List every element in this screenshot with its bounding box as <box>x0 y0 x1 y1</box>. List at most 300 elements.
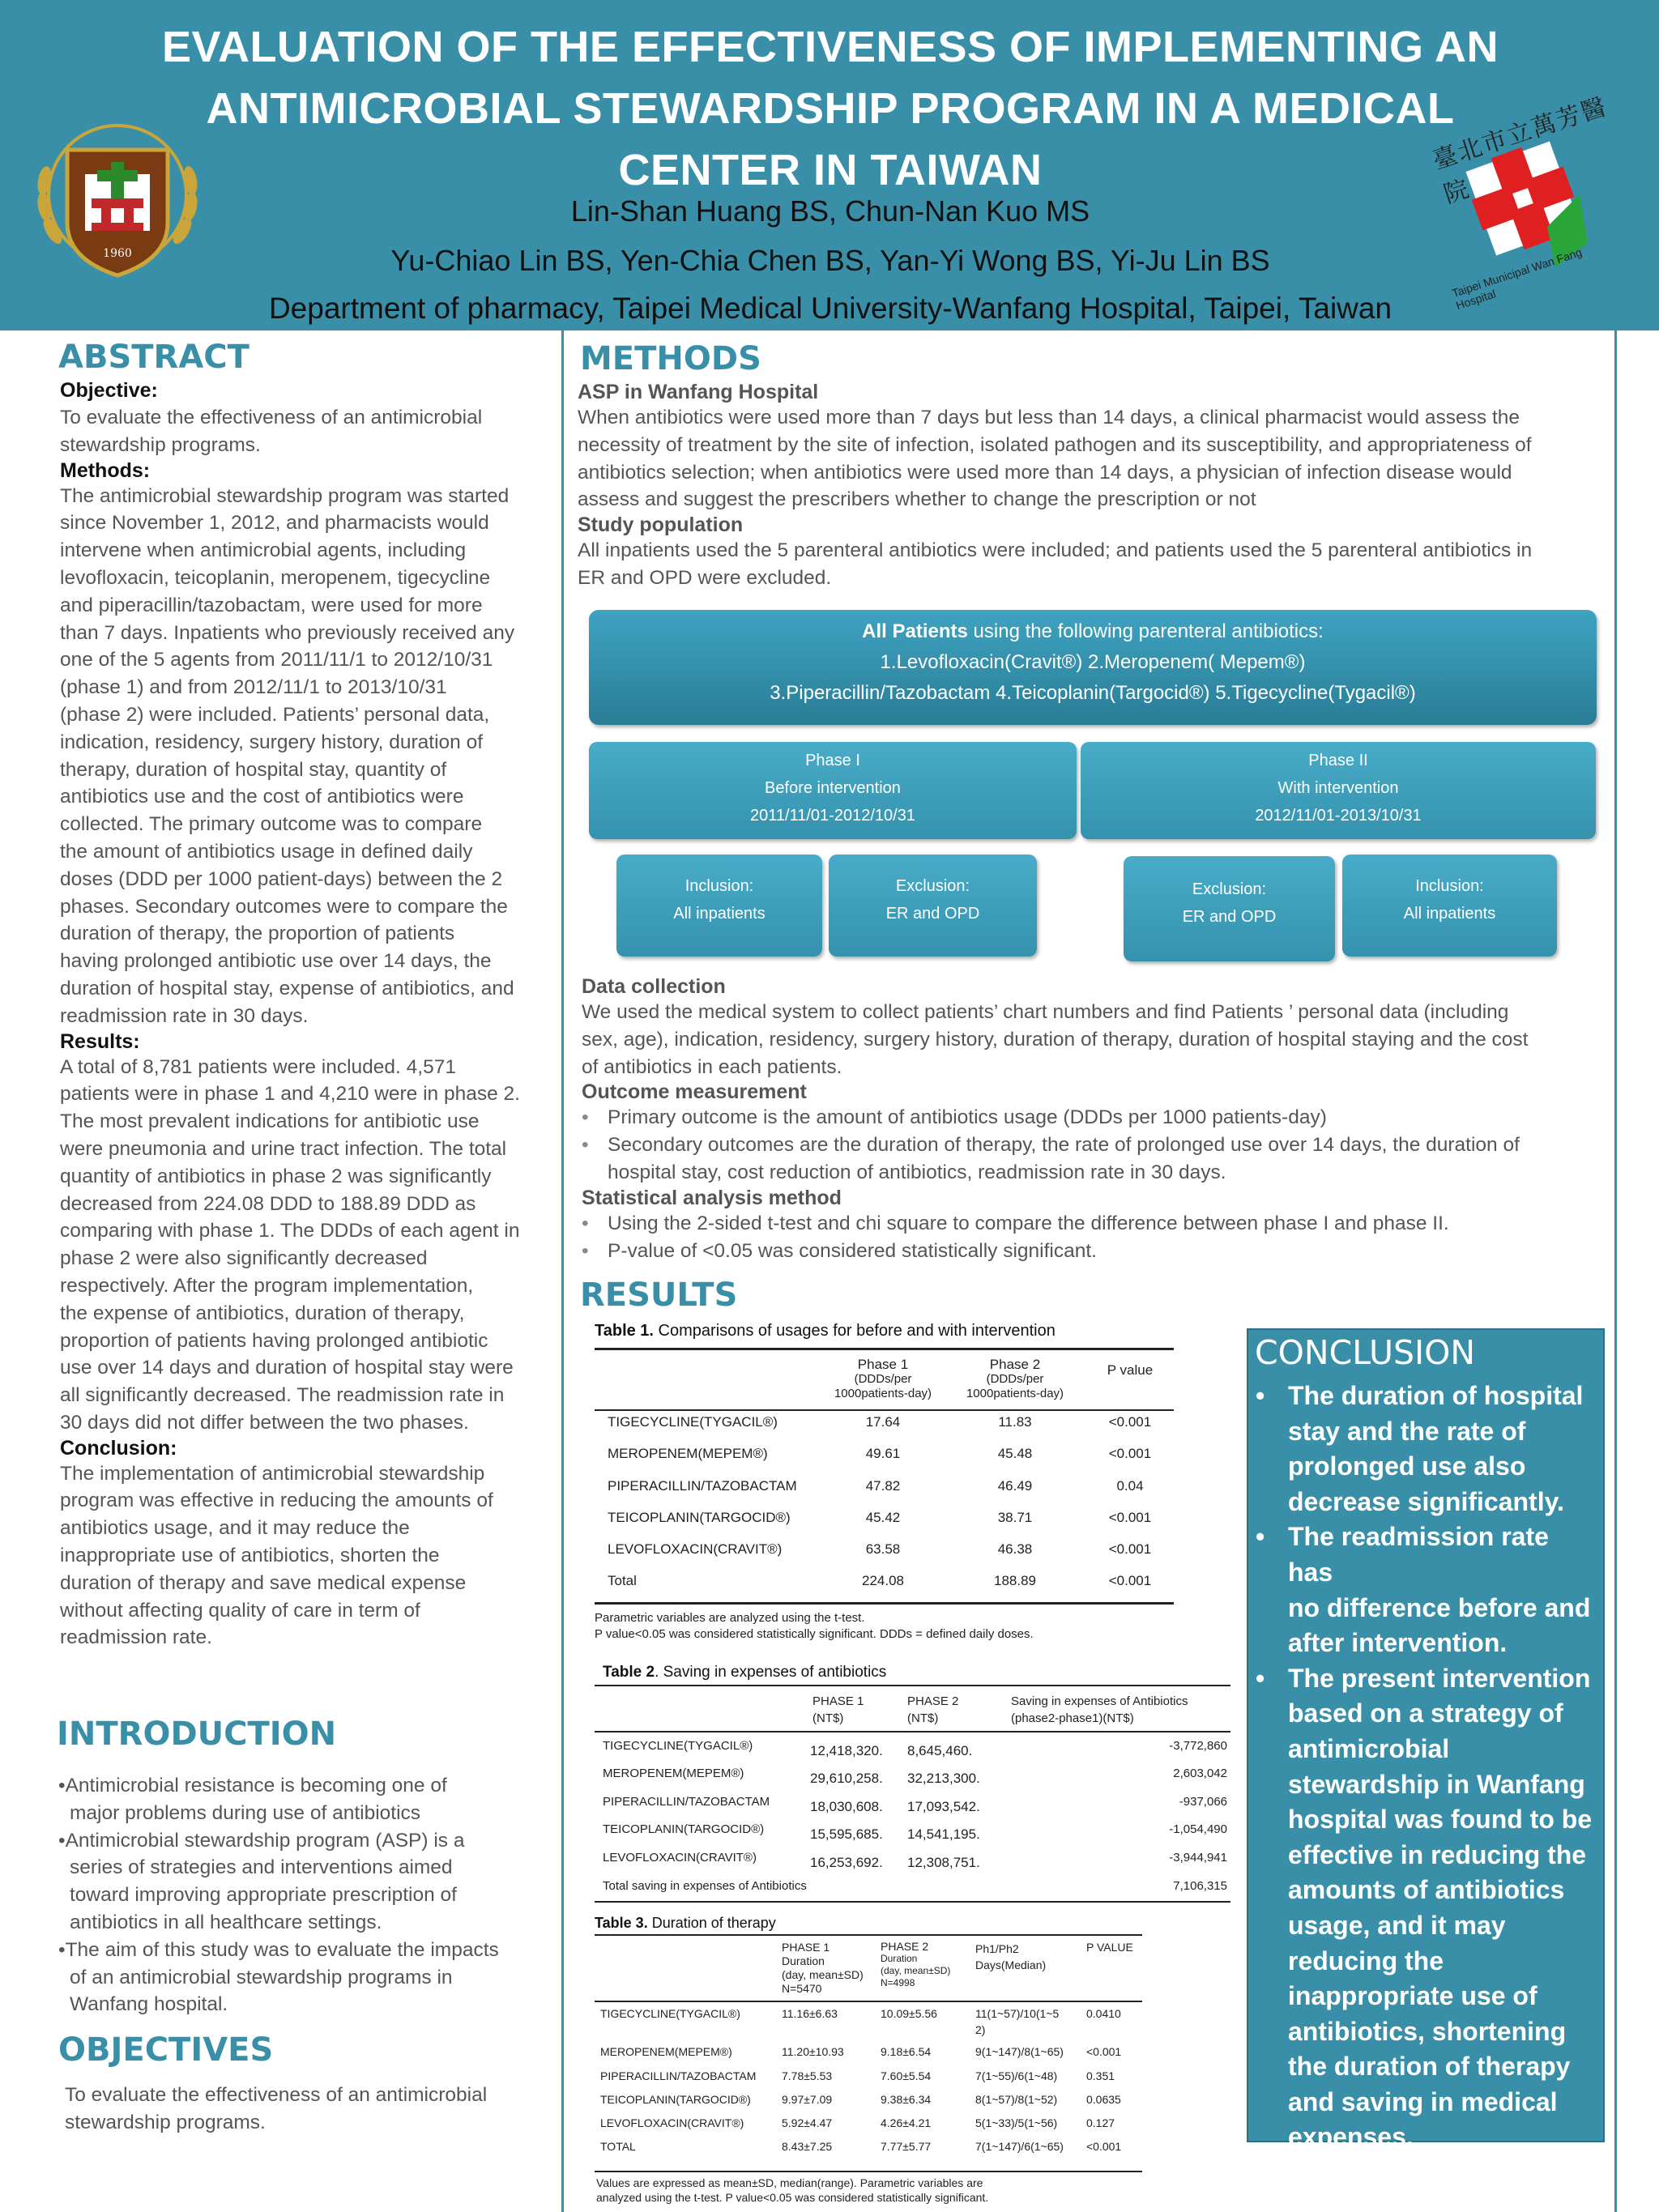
hospital-logo-cn: 臺北市立萬芳醫院 <box>1429 92 1611 210</box>
table-cell: MEROPENEM(MEPEM®) <box>600 2045 732 2058</box>
table-2-caption-text: . Saving in expenses of antibiotics <box>655 1664 887 1681</box>
conclusion-line <box>1254 1767 1598 1803</box>
table-cell: <0.001 <box>1086 2140 1122 2153</box>
abstract-line: without affecting quality of care in term of <box>60 1599 420 1622</box>
bullet-text: Secondary outcomes are the duration of therapy, the rate of prolonged use over 14 days, the duration of <box>608 1134 1520 1157</box>
table-1-header-phase2 <box>958 1357 1072 1401</box>
table-3-rule-bottom <box>595 2171 1142 2172</box>
table-2-header-phase2 <box>907 1693 958 1727</box>
abstract-line: readmission rate. <box>60 1626 212 1649</box>
table-1-caption-text: Comparisons of usages for before and with intervention <box>654 1322 1056 1340</box>
table-header-cell: N=5470 <box>782 1982 822 1995</box>
table-cell: 7.77±5.77 <box>881 2140 932 2153</box>
table-1-rule-header <box>595 1409 1174 1411</box>
table-cell: 4.26±4.21 <box>881 2116 932 2129</box>
abstract-line: patients were in phase 1 and 4,210 were in phase 2. <box>60 1083 520 1106</box>
abstract-line: A total of 8,781 patients were included. 4,571 <box>60 1055 456 1078</box>
table-header-cell: (day, mean±SD) <box>881 1965 951 1976</box>
title-line-1: EVALUATION OF THE EFFECTIVENESS OF IMPLEMENTING AN <box>161 23 1499 71</box>
flow-box-line: Inclusion: <box>1415 877 1484 895</box>
bullet-dot: • <box>582 1106 589 1129</box>
methods-line: When antibiotics were used more than 7 days but less than 14 days, a clinical pharmacist would assess the <box>578 407 1520 428</box>
objectives-line: To evaluate the effectiveness of an antimicrobial <box>65 2084 488 2106</box>
flow-phase-1-box <box>589 742 1077 839</box>
table-header-cell: PHASE 1 <box>782 1941 830 1954</box>
bullet-item <box>582 1159 1610 1187</box>
table-2-header-phase1 <box>812 1693 864 1727</box>
table-1-rule-bottom <box>595 1602 1174 1605</box>
table-cell: TEICOPLANIN(TARGOCID®) <box>603 1822 765 1836</box>
conclusion-text: The duration of hospital <box>1288 1381 1584 1410</box>
table-2-header-saving <box>1011 1693 1188 1727</box>
table-cell: -937,066 <box>1179 1795 1227 1809</box>
conclusion-text: The readmission rate has <box>1288 1522 1549 1587</box>
table-header-cell: Phase 2 <box>989 1357 1041 1372</box>
table-2-total-value: 7,106,315 <box>1173 1879 1227 1893</box>
abstract-line: To evaluate the effectiveness of an antimicrobial <box>60 407 483 428</box>
abstract-body <box>60 379 554 1652</box>
table-header-cell: (DDDs/per <box>854 1372 912 1386</box>
bullet-dot: • <box>1256 1522 1265 1552</box>
table-header-cell: 1000patients-day) <box>834 1387 932 1400</box>
abstract-line: duration of hospital stay, expense of antibiotics, and <box>60 977 514 999</box>
table-cell: <0.001 <box>1086 2045 1122 2058</box>
university-logo <box>20 117 215 288</box>
introduction-line: •Antimicrobial stewardship program (ASP) is a <box>58 1829 465 1852</box>
conclusion-line <box>1254 1732 1598 1767</box>
table-3-caption-bold: Table 3. <box>595 1915 648 1931</box>
table-note: Parametric variables are analyzed using the t-test. <box>595 1611 865 1625</box>
table-cell: 9.18±6.54 <box>881 2045 932 2058</box>
hospital-logo-name: Taipei Municipal Wan Fang Hospital <box>1450 245 1584 313</box>
abstract-line: stewardship programs. <box>60 433 261 456</box>
abstract-line: use over 14 days and duration of hospital stay were <box>60 1357 514 1379</box>
abstract-line: (phase 1) and from 2012/11/1 to 2013/10/31 <box>60 676 447 699</box>
conclusion-text: and saving in medical <box>1288 2086 1558 2116</box>
table-2-rule-top <box>595 1685 1230 1686</box>
table-header-cell: (phase2-phase1)(NT$) <box>1011 1711 1134 1725</box>
flow-all-patients-rest: using the following parenteral antibiotics: <box>967 620 1324 642</box>
table-3-header-phase2 <box>881 1941 950 1989</box>
table-cell: -1,054,490 <box>1169 1822 1227 1836</box>
table-1-header-pvalue: P value <box>1107 1362 1154 1378</box>
table-cell: 17.64 <box>865 1414 901 1430</box>
conclusion-line <box>1254 1519 1598 1590</box>
table-header-cell: (day, mean±SD) <box>782 1968 864 1981</box>
abstract-line: inappropriate use of antibiotics, shorten the <box>60 1545 440 1567</box>
table-2-rule-header <box>595 1731 1230 1733</box>
outcome-measurement-label: Outcome measurement <box>582 1080 807 1104</box>
abstract-line: The implementation of antimicrobial stewardship <box>60 1462 485 1485</box>
abstract-line: readmission rate in 30 days. <box>60 1004 309 1027</box>
table-1-rule-top <box>595 1348 1174 1350</box>
abstract-line: (phase 2) were included. Patients’ personal data, <box>60 703 490 726</box>
conclusion-text: stay and the rate of <box>1288 1416 1526 1446</box>
table-cell: 0.0635 <box>1086 2093 1121 2106</box>
bullet-dot: • <box>582 1134 589 1157</box>
study-population-label: Study population <box>578 514 744 537</box>
table-header-cell: PHASE 2 <box>881 1940 929 1953</box>
table-cell: -3,944,941 <box>1169 1851 1227 1865</box>
abstract-line: antibiotics use and the cost of antibiotics were <box>60 786 464 808</box>
methods-line: assess and suggest the prescribers whether to change the prescription or not <box>578 488 1256 511</box>
conclusion-text: antibiotics, shortening <box>1288 2016 1567 2046</box>
flow-phase-2-box <box>1081 742 1596 839</box>
logo-year: 1960 <box>103 247 132 260</box>
table-cell: 17,093,542. <box>907 1799 980 1814</box>
conclusion-line <box>1254 1908 1598 1944</box>
conclusion-text: after intervention. <box>1288 1628 1508 1658</box>
introduction-line: major problems during use of antibiotics <box>70 1801 421 1824</box>
table-cell: MEROPENEM(MEPEM®) <box>608 1446 768 1461</box>
abstract-line: indication, residency, surgery history, duration of <box>60 731 484 753</box>
flow-phase-2-line: With intervention <box>1277 779 1399 797</box>
table-1-notes <box>595 1610 1034 1643</box>
table-cell: 5.92±4.47 <box>782 2116 833 2129</box>
introduction-line: toward improving appropriate prescription of <box>70 1884 457 1907</box>
table-cell: 0.127 <box>1086 2116 1115 2129</box>
bullet-item <box>582 1132 1610 1159</box>
table-cell: 9.38±6.34 <box>881 2093 932 2106</box>
table-cell: 7.78±5.53 <box>782 2069 833 2082</box>
title-line-3: CENTER IN TAIWAN <box>618 146 1043 194</box>
authors-line-2: Yu-Chiao Lin BS, Yen-Chia Chen BS, Yan-Yi Wong BS, Yi-Ju Lin BS <box>390 244 1270 277</box>
abstract-line: phase 2 were also significantly decreased <box>60 1247 428 1270</box>
methods-line: of antibiotics in each patients. <box>582 1055 842 1078</box>
asp-text <box>578 404 1606 514</box>
abstract-line: proportion of patients having prolonged antibiotic <box>60 1329 488 1352</box>
flow-phase-1-line: 2011/11/01-2012/10/31 <box>750 807 915 825</box>
flow-exclusion-box-1 <box>829 855 1037 957</box>
abstract-methods-text <box>60 483 554 1030</box>
conclusion-text: reducing the <box>1288 1946 1444 1975</box>
table-cell: TIGECYCLINE(TYGACIL®) <box>603 1739 753 1753</box>
table-cell: 29,610,258. <box>810 1771 883 1786</box>
flow-all-patients-bold: All Patients <box>862 620 968 642</box>
methods-line: We used the medical system to collect patients’ chart numbers and find Patients ’ personal data (including <box>582 1001 1509 1023</box>
study-population-text <box>578 537 1606 592</box>
flow-antibiotics-line-1: 1.Levofloxacin(Cravit®) 2.Meropenem( Mepem®) <box>880 651 1306 673</box>
methods-top <box>578 381 1606 592</box>
table-cell: TIGECYCLINE(TYGACIL®) <box>600 2007 740 2020</box>
flow-box-line: Exclusion: <box>1192 880 1267 898</box>
conclusion-line <box>1254 1379 1598 1414</box>
conclusion-line <box>1254 2049 1598 2085</box>
abstract-conclusion-text <box>60 1460 554 1652</box>
table-cell: LEVOFLOXACIN(CRAVIT®) <box>600 2116 744 2129</box>
abstract-line: comparing with phase 1. The DDDs of each agent in <box>60 1220 520 1242</box>
table-cell: 12,418,320. <box>810 1743 883 1758</box>
table-cell: <0.001 <box>1108 1510 1152 1525</box>
flow-inclusion-box-2 <box>1342 855 1557 957</box>
conclusion-text: inappropriate use of <box>1288 1981 1537 2011</box>
abstract-line: quantity of antibiotics in phase 2 was significantly <box>60 1165 492 1187</box>
conclusion-text: usage, and it may <box>1288 1910 1506 1940</box>
abstract-line: one of the 5 agents from 2011/11/1 to 2012/10/31 <box>60 649 493 671</box>
table-3-header-pvalue: P VALUE <box>1086 1941 1133 1954</box>
conclusion-line <box>1254 1979 1598 2014</box>
affiliation: Department of pharmacy, Taipei Medical University-Wanfang Hospital, Taipei, Taiwan <box>268 292 1392 325</box>
table-header-cell: PHASE 2 <box>907 1694 959 1708</box>
flow-box-line: Inclusion: <box>684 877 754 895</box>
flow-box-line: ER and OPD <box>1182 908 1277 926</box>
table-cell: 18,030,608. <box>810 1799 883 1814</box>
table-header-cell: Phase 1 <box>857 1357 909 1372</box>
flow-box-line: All inpatients <box>1403 905 1496 923</box>
conclusion-line <box>1254 2120 1598 2155</box>
table-cell: 11(1~57)/10(1~5 <box>975 2007 1060 2020</box>
conclusion-line <box>1254 1449 1598 1485</box>
title-line-2: ANTIMICROBIAL STEWARDSHIP PROGRAM IN A MEDICAL <box>206 84 1455 133</box>
methods-line: antibiotics selection; when antibiotics were used more than 14 days, a physician of infection disease would <box>578 461 1512 484</box>
results-label: Results: <box>60 1029 140 1053</box>
conclusion-list <box>1254 1379 1598 2155</box>
table-3-caption <box>595 1915 776 1932</box>
abstract-line: and piperacillin/tazobactam, were used for more <box>60 594 483 616</box>
table-1-caption <box>595 1322 1056 1340</box>
data-collection-label: Data collection <box>582 975 726 998</box>
table-3-rule-top <box>595 1934 1142 1936</box>
conclusion-text: expenses. <box>1288 2122 1414 2152</box>
table-1-caption-bold: Table 1. <box>595 1322 654 1340</box>
bullet-text: hospital stay, cost reduction of antibiotics, readmission rate in 30 days. <box>608 1161 1226 1183</box>
table-cell: 11.20±10.93 <box>782 2045 844 2058</box>
abstract-line: all significantly decreased. The readmission rate in <box>60 1384 505 1407</box>
table-cell: 11.83 <box>998 1414 1032 1430</box>
table-cell: 46.49 <box>997 1478 1033 1494</box>
poster-title <box>146 16 1515 201</box>
objectives-line: stewardship programs. <box>65 2111 266 2133</box>
table-cell: 7(1~55)/6(1~48) <box>975 2069 1058 2082</box>
abstract-line: antibiotics usage, and it may reduce the <box>60 1517 410 1540</box>
table-cell: 45.48 <box>997 1446 1033 1461</box>
table-cell: 49.61 <box>865 1446 901 1461</box>
introduction-line: antibiotics in all healthcare settings. <box>70 1911 382 1933</box>
conclusion-text: effective in reducing the <box>1288 1839 1587 1869</box>
table-cell: 224.08 <box>862 1573 904 1588</box>
abstract-line: duration of therapy, the proportion of patients <box>60 923 455 945</box>
bullet-item <box>582 1104 1610 1132</box>
table-header-cell: (NT$) <box>812 1711 844 1725</box>
table-header-cell: PHASE 1 <box>812 1694 864 1708</box>
conclusion-text: stewardship in Wanfang <box>1288 1769 1585 1799</box>
table-3-caption-text: Duration of therapy <box>647 1915 776 1931</box>
abstract-line: 30 days did not differ between the two phases. <box>60 1411 469 1434</box>
asp-label: ASP in Wanfang Hospital <box>578 381 819 403</box>
outcome-measurement-list <box>582 1104 1610 1186</box>
conclusion-line <box>1254 1626 1598 1661</box>
conclusion-line <box>1254 1873 1598 1908</box>
table-cell: PIPERACILLIN/TAZOBACTAM <box>600 2069 757 2082</box>
table-cell: <0.001 <box>1108 1573 1152 1588</box>
conclusion-label: Conclusion: <box>60 1436 177 1460</box>
table-header-cell: (NT$) <box>907 1711 939 1725</box>
table-cell: LEVOFLOXACIN(CRAVIT®) <box>603 1851 757 1865</box>
conclusion-heading: CONCLUSION <box>1255 1333 1476 1372</box>
introduction-line: Wanfang hospital. <box>70 1993 228 2016</box>
flow-inclusion-box-1 <box>616 855 822 957</box>
table-cell: 0.351 <box>1086 2069 1115 2082</box>
table-cell: MEROPENEM(MEPEM®) <box>603 1767 744 1780</box>
flow-box-line: ER and OPD <box>885 905 980 923</box>
table-cell: 10.09±5.56 <box>881 2007 937 2020</box>
table-cell: LEVOFLOXACIN(CRAVIT®) <box>608 1541 783 1557</box>
table-header-cell: (DDDs/per <box>986 1372 1044 1386</box>
abstract-line: The most prevalent indications for antibiotic use <box>60 1110 480 1133</box>
conclusion-text: antimicrobial <box>1288 1733 1450 1763</box>
table-cell: 2,603,042 <box>1173 1767 1227 1780</box>
objectives-text <box>65 2082 559 2137</box>
conclusion-text: amounts of antibiotics <box>1288 1875 1565 1905</box>
conclusion-text: The present intervention <box>1288 1663 1591 1693</box>
conclusion-line <box>1254 2085 1598 2120</box>
table-cell: 7.60±5.54 <box>881 2069 932 2082</box>
abstract-line: respectively. After the program implementation, <box>60 1274 474 1297</box>
abstract-line: were pneumonia and urine tract infection. The total <box>60 1137 507 1160</box>
table-cell: 46.38 <box>997 1541 1033 1557</box>
table-cell: <0.001 <box>1108 1414 1152 1430</box>
abstract-line: program was effective in reducing the amounts of <box>60 1490 493 1512</box>
methods-bottom <box>582 975 1610 1264</box>
right-border <box>1614 330 1617 2212</box>
authors-line-1: Lin-Shan Huang BS, Chun-Nan Kuo MS <box>570 194 1090 228</box>
introduction-list <box>58 1772 552 2018</box>
bullet-text: Using the 2-sided t-test and chi square to compare the difference between phase I and phase II. <box>608 1212 1449 1234</box>
abstract-line: decreased from 224.08 DDD to 188.89 DDD as <box>60 1192 476 1215</box>
flow-box-line: All inpatients <box>673 905 766 923</box>
conclusion-line <box>1254 1944 1598 1980</box>
results-heading: RESULTS <box>580 1276 738 1314</box>
table-cell: 0.0410 <box>1086 2007 1121 2020</box>
table-2-caption <box>603 1664 886 1681</box>
table-header-cell: Saving in expenses of Antibiotics <box>1011 1694 1188 1708</box>
flow-phase-2-line: Phase II <box>1308 752 1368 769</box>
flow-antibiotics-line-2: 3.Piperacillin/Tazobactam 4.Teicoplanin(Targocid®) 5.Tigecycline(Tygacil®) <box>770 682 1416 704</box>
table-cell: 32,213,300. <box>907 1771 980 1786</box>
flow-all-patients-box <box>589 610 1597 725</box>
table-cell: TEICOPLANIN(TARGOCID®) <box>600 2093 751 2106</box>
conclusion-text: no difference before and <box>1288 1592 1591 1622</box>
flow-box-line: Exclusion: <box>895 877 970 895</box>
flow-phase-1-line: Before intervention <box>765 779 901 797</box>
table-cell: 14,541,195. <box>907 1826 980 1842</box>
table-note: Values are expressed as mean±SD, median(range). Parametric variables are <box>596 2176 983 2189</box>
table-cell: -3,772,860 <box>1169 1739 1227 1753</box>
table-header-cell: Days(Median) <box>975 1958 1047 1971</box>
conclusion-line <box>1254 1696 1598 1732</box>
methods-line: necessity of treatment by the site of infection, isolated pathogen and its susceptibility, and appropriateness of <box>578 433 1532 456</box>
conclusion-text: based on a strategy of <box>1288 1698 1563 1728</box>
conclusion-line <box>1254 1838 1598 1873</box>
table-cell: 7(1~147)/6(1~65) <box>975 2140 1064 2153</box>
table-2-total-label: Total saving in expenses of Antibiotics <box>603 1879 807 1893</box>
conclusion-text: hospital was found to be <box>1288 1805 1593 1835</box>
table-3-header-phase1 <box>782 1941 864 1996</box>
table-cell: 8.43±7.25 <box>782 2140 833 2153</box>
hospital-logo <box>1418 92 1628 313</box>
table-cell: 8(1~57)/8(1~52) <box>975 2093 1058 2106</box>
conclusion-text: the duration of therapy <box>1288 2052 1571 2082</box>
bullet-item <box>582 1238 1610 1265</box>
table-cell: TOTAL <box>600 2140 636 2153</box>
abstract-line: having prolonged antibiotic use over 14 days, the <box>60 950 492 973</box>
conclusion-line <box>1254 1485 1598 1520</box>
abstract-line: collected. The primary outcome was to compare <box>60 813 483 836</box>
table-cell: 38.71 <box>997 1510 1033 1525</box>
data-collection-text <box>582 999 1610 1080</box>
bullet-dot: • <box>582 1212 589 1234</box>
introduction-line: of an antimicrobial stewardship programs in <box>70 1966 453 1988</box>
table-header-cell: Duration <box>782 1954 825 1967</box>
table-cell: 11.16±6.63 <box>782 2007 838 2020</box>
introduction-line: •The aim of this study was to evaluate the impacts <box>58 1938 499 1961</box>
bullet-dot: • <box>582 1239 589 1262</box>
table-2-rule-bottom <box>595 1901 1230 1903</box>
objective-label: Objective: <box>60 379 158 402</box>
conclusion-line <box>1254 1802 1598 1838</box>
table-header-cell: Duration <box>881 1953 918 1964</box>
flow-phase-1-line: Phase I <box>805 752 860 769</box>
objectives-heading: OBJECTIVES <box>58 2031 274 2069</box>
abstract-line: doses (DDD per 1000 patient-days) between the 2 <box>60 867 503 890</box>
table-cell: <0.001 <box>1108 1541 1152 1557</box>
bullet-item <box>582 1210 1610 1238</box>
table-3-notes <box>596 2176 988 2205</box>
table-header-cell: N=4998 <box>881 1977 915 1988</box>
bullet-dot: • <box>1256 1663 1265 1693</box>
abstract-line: the expense of antibiotics, duration of therapy, <box>60 1302 465 1324</box>
abstract-results-text <box>60 1054 554 1437</box>
table-cell: 9(1~147)/8(1~65) <box>975 2045 1064 2058</box>
methods-line: ER and OPD were excluded. <box>578 566 832 589</box>
abstract-line: levofloxacin, teicoplanin, meropenem, tigecycline <box>60 566 491 589</box>
statistical-analysis-list <box>582 1210 1610 1265</box>
bullet-text: Primary outcome is the amount of antibiotics usage (DDDs per 1000 patients-day) <box>608 1106 1327 1129</box>
table-cell: PIPERACILLIN/TAZOBACTAM <box>603 1795 770 1809</box>
abstract-line: therapy, duration of hospital stay, quantity of <box>60 758 447 781</box>
table-1-header-phase1 <box>826 1357 940 1401</box>
table-cell: 47.82 <box>865 1478 901 1494</box>
table-cell: TEICOPLANIN(TARGOCID®) <box>608 1510 791 1525</box>
abstract-line: than 7 days. Inpatients who previously received any <box>60 621 515 644</box>
abstract-line: The antimicrobial stewardship program was started <box>60 484 510 507</box>
table-cell: 8,645,460. <box>907 1743 973 1758</box>
table-cell: 16,253,692. <box>810 1855 883 1870</box>
conclusion-line <box>1254 2014 1598 2050</box>
table-2-caption-bold: Table 2 <box>603 1664 655 1681</box>
flow-exclusion-box-2 <box>1124 856 1335 961</box>
bullet-dot: • <box>1256 1381 1265 1410</box>
methods-label: Methods: <box>60 458 151 482</box>
abstract-line: phases. Secondary outcomes were to compare the <box>60 895 508 918</box>
table-3-header-median <box>975 1941 1046 1973</box>
table-note: analyzed using the t-test. P value<0.05 was considered statistically significant. <box>596 2191 989 2204</box>
conclusion-line <box>1254 1591 1598 1626</box>
table-cell: 63.58 <box>865 1541 901 1557</box>
table-cell: <0.001 <box>1108 1446 1152 1461</box>
table-cell: 45.42 <box>865 1510 901 1525</box>
abstract-heading: ABSTRACT <box>58 339 249 376</box>
methods-line: sex, age), indication, residency, surgery history, duration of therapy, duration of hospital staying and the cost <box>582 1028 1529 1051</box>
table-cell: 15,595,685. <box>810 1826 883 1842</box>
introduction-line: series of strategies and interventions aimed <box>70 1856 453 1879</box>
abstract-line: since November 1, 2012, and pharmacists would <box>60 512 489 535</box>
table-cell: 12,308,751. <box>907 1855 980 1870</box>
table-cell: TIGECYCLINE(TYGACIL®) <box>608 1414 778 1430</box>
introduction-heading: INTRODUCTION <box>57 1715 337 1753</box>
methods-line: All inpatients used the 5 parenteral antibiotics were included; and patients used the 5 parenteral antibiotics in <box>578 539 1533 562</box>
methods-heading: METHODS <box>580 340 761 377</box>
